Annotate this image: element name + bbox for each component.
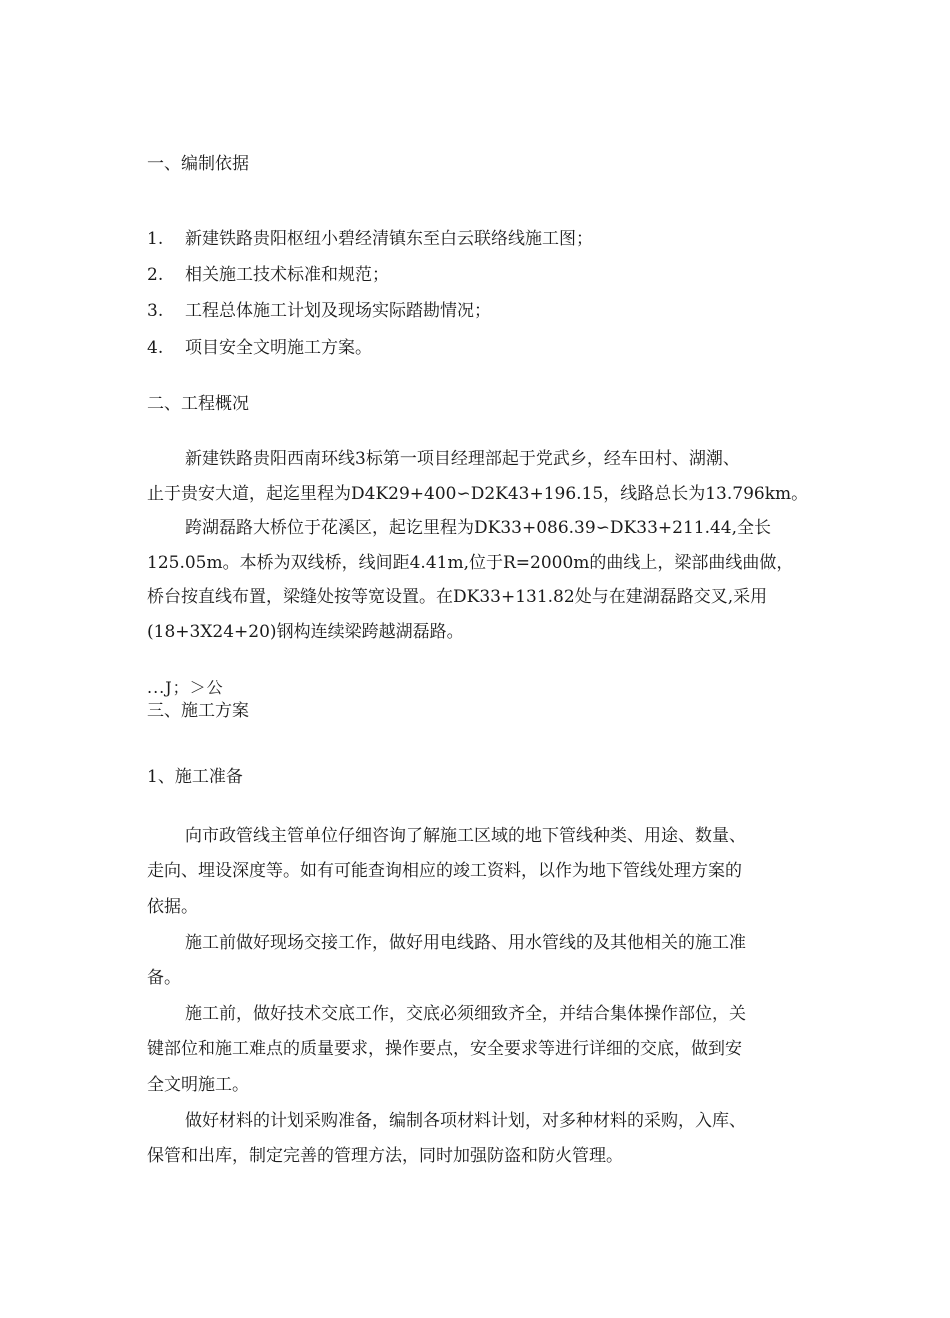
list-item-text: 项目安全文明施工方案。 <box>185 338 372 358</box>
paragraph-line: 做好材料的计划采购准备，编制各项材料计划，对多种材料的采购，入库、 <box>185 1111 746 1131</box>
list-item-number: 3. <box>147 301 164 321</box>
paragraph-line: 125.05m。本桥为双线桥，线间距4.41m,位于R=2000m的曲线上，梁部曲线曲做， <box>147 553 794 573</box>
list-item-number: 2. <box>147 265 164 285</box>
list-item <box>147 228 593 250</box>
paragraph-line: 桥台按直线布置，梁缝处按等宽设置。在DK33+131.82处与在建湖磊路交叉,采用 <box>147 587 768 607</box>
paragraph-line: 备。 <box>147 968 181 988</box>
paragraph-line: 新建铁路贵阳西南环线3标第一项目经理部起于党武乡，经车田村、湖潮、 <box>185 449 740 469</box>
paragraph-line: 依据。 <box>147 897 198 917</box>
paragraph-line: 键部位和施工难点的质量要求，操作要点，安全要求等进行详细的交底，做到安 <box>147 1039 742 1059</box>
list-item-text: 相关施工技术标准和规范； <box>185 265 389 285</box>
list-item <box>147 264 389 286</box>
list-item-text: 工程总体施工计划及现场实际踏勘情况； <box>185 301 491 321</box>
paragraph-line: 止于贵安大道，起迄里程为D4K29+400∽D2K43+196.15，线路总长为13.796km。 <box>147 484 809 504</box>
paragraph-line: 全文明施工。 <box>147 1075 249 1095</box>
paragraph-line: (18+3X24+20)钢构连续梁跨越湖磊路。 <box>147 622 464 642</box>
list-item-number: 4. <box>147 338 164 358</box>
paragraph-line: 跨湖磊路大桥位于花溪区，起讫里程为DK33+086.39∽DK33+211.44,全长 <box>185 518 772 538</box>
section-heading-basis: 一、编制依据 <box>147 154 249 174</box>
section-heading-plan: 三、施工方案 <box>147 701 249 721</box>
paragraph-line: 走向、埋设深度等。如有可能查询相应的竣工资料，以作为地下管线处理方案的 <box>147 861 742 881</box>
stray-mark: ...J；＞公 <box>147 678 224 697</box>
paragraph-line: 保管和出库，制定完善的管理方法，同时加强防盗和防火管理。 <box>147 1146 623 1166</box>
paragraph-line: 施工前，做好技术交底工作，交底必须细致齐全，并结合集体操作部位，关 <box>185 1004 746 1024</box>
list-item <box>147 300 491 322</box>
subsection-heading-preparation: 1、施工准备 <box>147 767 243 787</box>
paragraph-line: 施工前做好现场交接工作，做好用电线路、用水管线的及其他相关的施工准 <box>185 933 746 953</box>
paragraph-line: 向市政管线主管单位仔细咨询了解施工区域的地下管线种类、用途、数量、 <box>185 826 746 846</box>
list-item-number: 1. <box>147 229 164 249</box>
list-item <box>147 337 372 359</box>
list-item-text: 新建铁路贵阳枢纽小碧经清镇东至白云联络线施工图； <box>185 229 593 249</box>
section-heading-overview: 二、工程概况 <box>147 394 249 414</box>
